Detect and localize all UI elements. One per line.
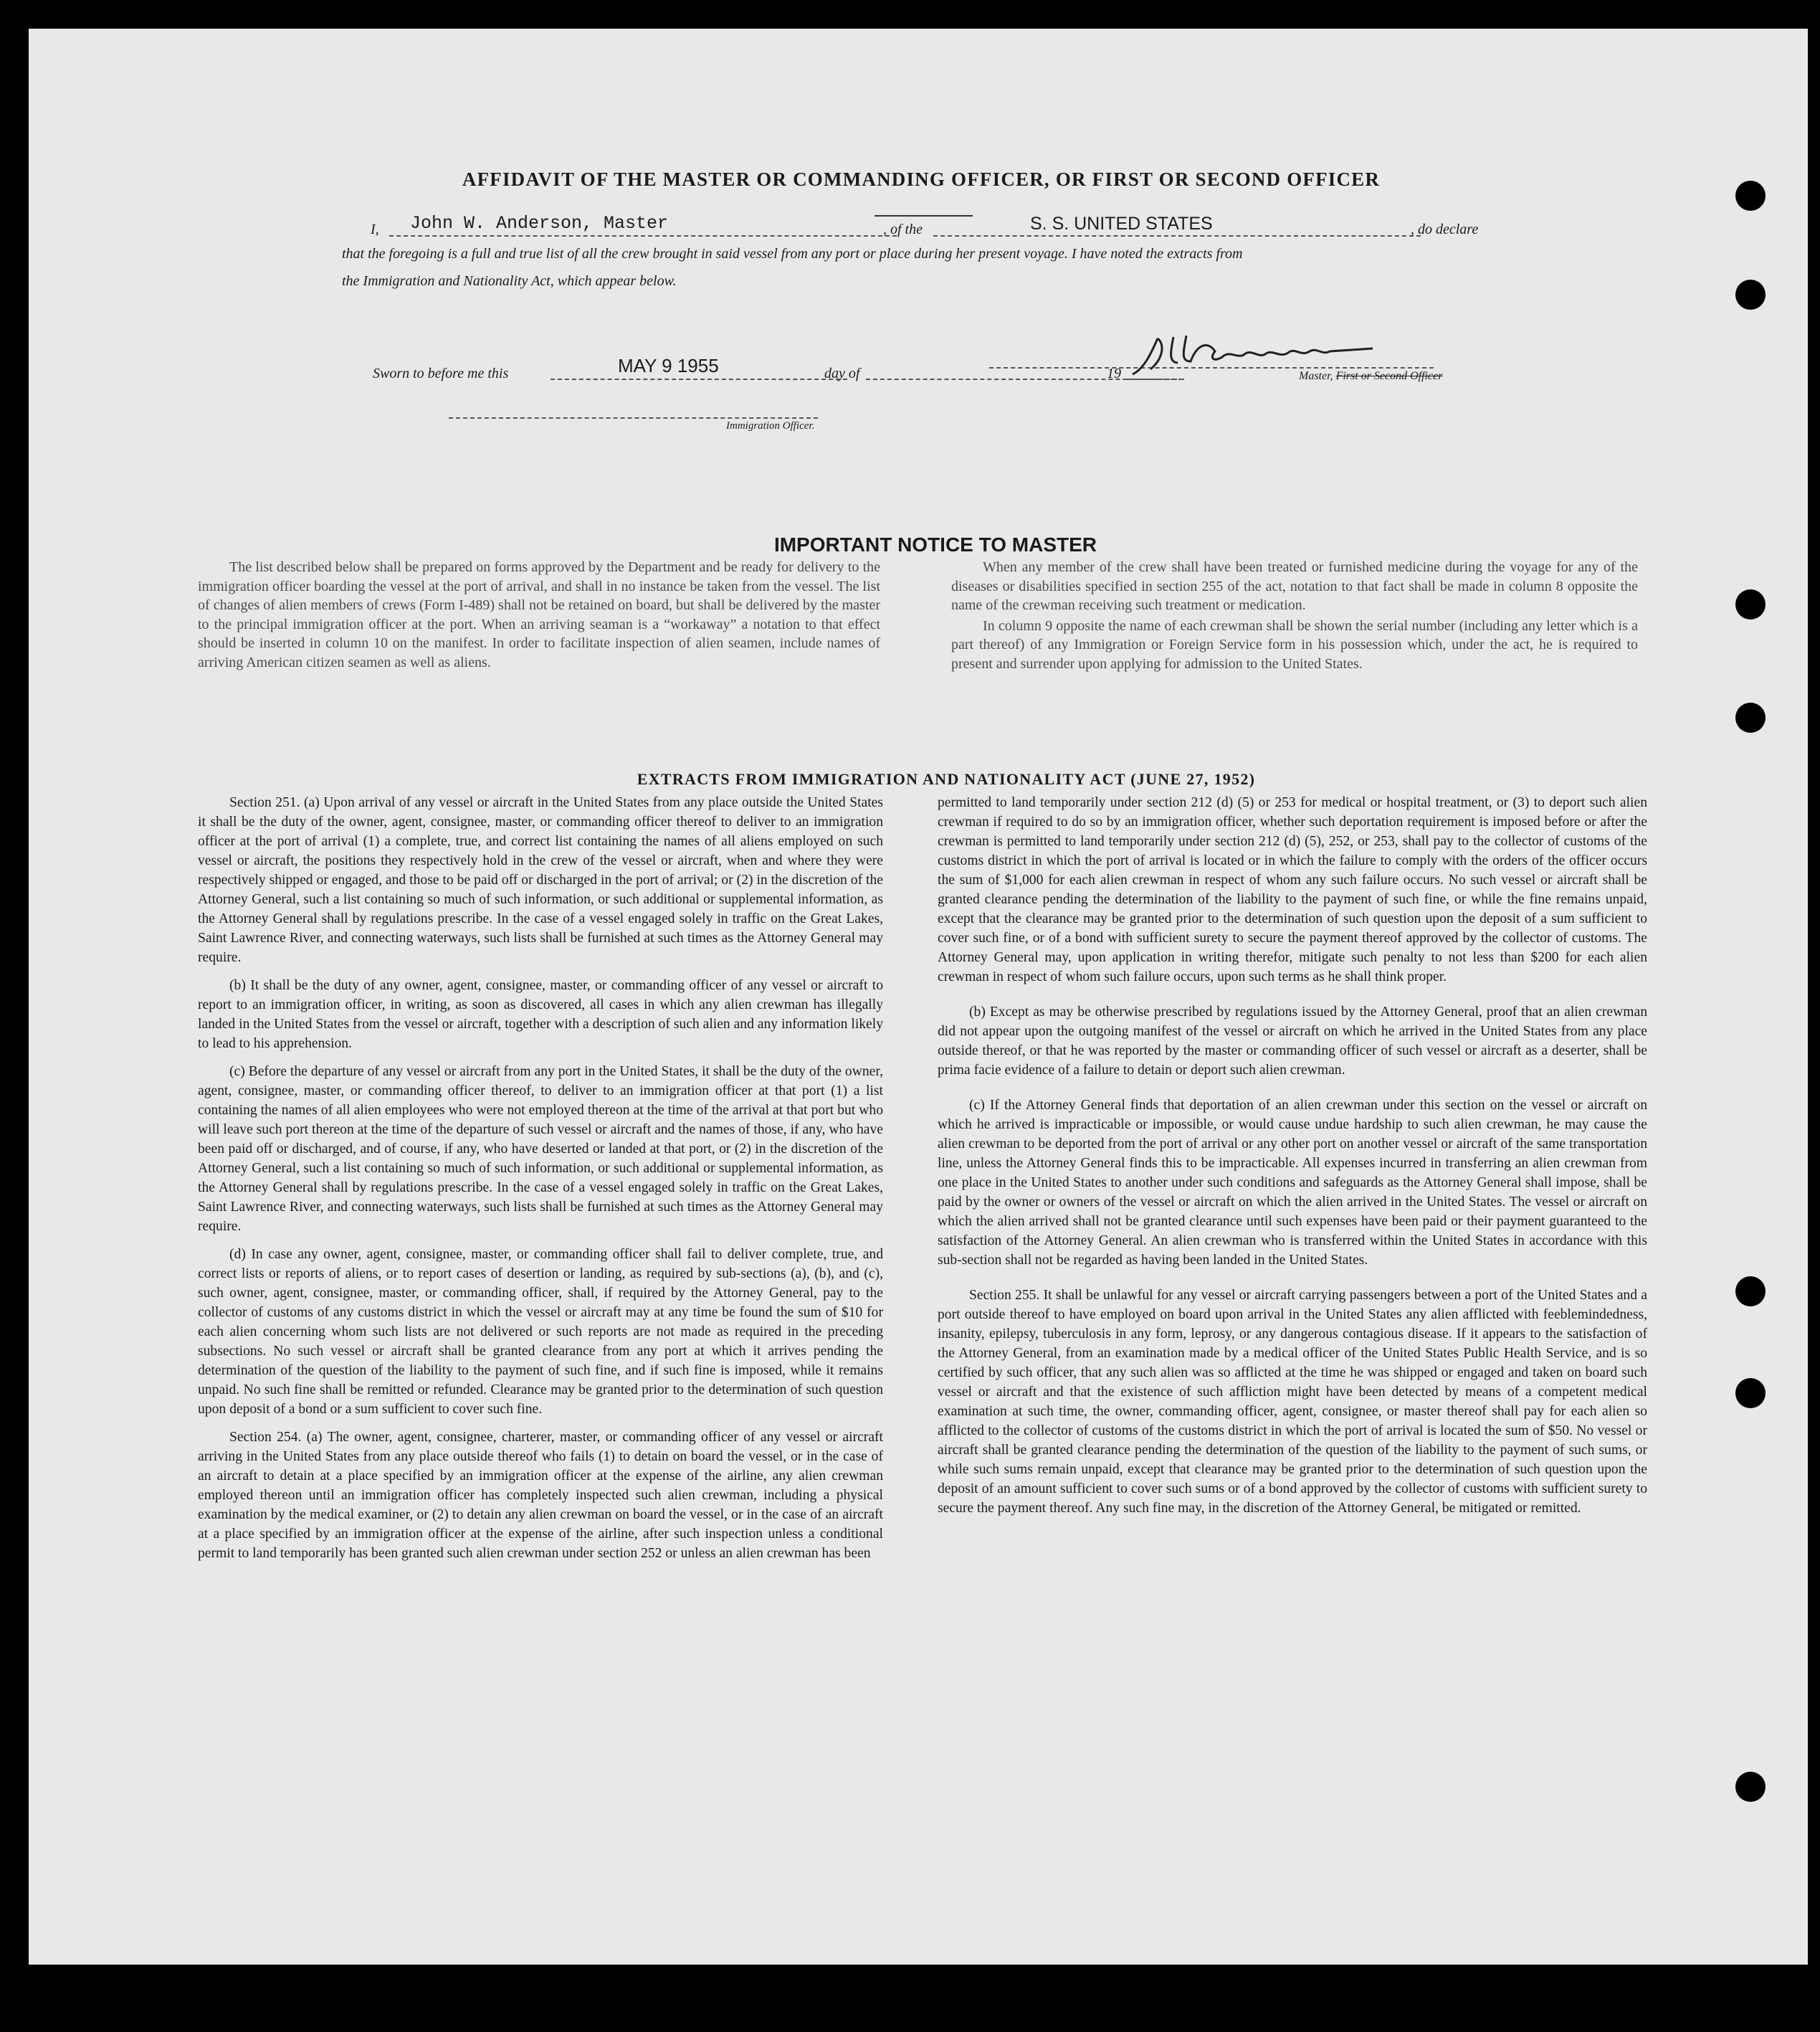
master-name: John W. Anderson, Master [410, 213, 669, 234]
immigration-officer-line [449, 409, 818, 419]
section-251d: (d) In case any owner, agent, consignee, master, or commanding officer shall fail to deliver complete, true, and correct lists or reports of aliens, or to report cases of desertion or landing, as required by sub-sections (a), (b), and (c), such owner, agent, consignee, master, or commanding officer, shall, if required by the Attorney General, pay to the collector of customs of any customs district in which the vessel or aircraft may at any time be found the sum of $10 for each alien concerning whom such lists are not delivered or such reports are not made as required in the preceding subsections. No such vessel or aircraft shall be granted clearance from any port at which it arrives pending the determination of the question of the liability to the payment of such fine, and if such fine is imposed, while it remains unpaid. No such fine shall be remitted or refunded. Clearance may be granted prior to the determination of such question upon deposit of a bond or a sum sufficient to cover such fine. [198, 1247, 883, 1417]
notice-right-paragraph-2: In column 9 opposite the name of each crewman shall be shown the serial number (including any letter which is a part thereof) of any Immigration or Foreign Service form in his possession which, under the act, he is required to present and surrender upon applying for admission to the United States. [951, 617, 1638, 672]
punch-hole [1735, 703, 1766, 733]
section-254a-continued: permitted to land temporarily under section 212 (d) (5) or 253 for medical or hospital treatment, or (3) to deport such alien crewman if required to do so by an immigration officer, whether such deportation requirement is imposed before or after the crewman is permitted to land temporarily under section 212 (d) (5), 252, or 253, shall pay to the collector of customs of the customs district in which the port of arrival is located or in which the failure to comply with the orders of the officer occurs the sum of $1,000 for each alien crewman in respect of whom any such failure occurs. No such vessel or aircraft shall be granted clearance pending the determination of the liability to the payment of such fine, or while the fine remains unpaid, except that the clearance may be granted prior to the determination of such question upon the deposit of a sum sufficient to cover such fine, or of a bond with sufficient surety to secure the payment thereof approved by the collector of customs. The Attorney General may, upon application in writing therefor, mitigate such penalty to not less than $200 for each alien crewman in respect of whom such failure occurs, upon such terms as he shall think proper. [938, 795, 1647, 984]
notice-right-column [951, 558, 1638, 675]
section-251b: (b) It shall be the duty of any owner, agent, consignee, master, or commanding officer of any vessel or aircraft to report to an immigration officer, in writing, as soon as discovered, all cases in which any alien crewman has illegally landed in the United States from the vessel or aircraft, together with a description of such alien and any information likely to lead to his apprehension. [198, 978, 883, 1051]
of-the-label: , of the [883, 222, 923, 237]
sworn-label: Sworn to before me this [373, 366, 509, 381]
section-254c: (c) If the Attorney General finds that deportation of an alien crewman under this section on the vessel or aircraft on which he arrived is impracticable or impossible, or would cause undue hardship to such alien crewman, he may cause the alien crewman to be deported from the port of arrival or any other port on another vessel or aircraft of the same transportation line, unless the Attorney General finds this to be impracticable. All expenses incurred in transferring an alien crewman from one place in the United States to another under such conditions and safeguards as the Attorney General shall impose, shall be paid by the owner or owners of the vessel or aircraft on which the alien arrived in the United States. The vessel or aircraft on which the alien arrived shall not be granted clearance until such expenses have been paid or their payment guaranteed to the satisfaction of the Attorney General. An alien crewman who is transferred within the United States in accordance with this sub-section shall not be regarded as having been landed in the United States. [938, 1098, 1647, 1268]
section-251c: (c) Before the departure of any vessel or aircraft from any port in the United States, it shall be the duty of the owner, agent, consignee, master, or commanding officer thereof, to deliver to an immigration officer at that port (1) a list containing the names of all alien employees who were not employed thereon at the time of the arrival at that port but who will leave such port thereon at the time of the departure of such vessel or aircraft and the names of those, if any, who have been paid off or discharged, and of course, if any, who have deserted or landed at that port, or (2) in the discretion of the Attorney General, such a list containing so much of such information, or such additional or supplemental information, as the Attorney General shall by regulations prescribe. In the case of a vessel engaged solely in traffic on the Great Lakes, Saint Lawrence River, and connecting waterways, such lists shall be furnished at such times as the Attorney General may require. [198, 1064, 883, 1234]
declaration-line-1: that the foregoing is a full and true list of all the crew brought in said vessel from any port or place during her present voyage. I have noted the extracts from [342, 246, 1243, 262]
punch-hole [1735, 1378, 1766, 1408]
extracts-left-column [198, 793, 883, 1572]
sworn-date: MAY 9 1955 [618, 355, 719, 376]
punch-hole [1735, 589, 1766, 619]
do-declare-label: , do declare [1411, 222, 1479, 237]
vessel-name: S. S. UNITED STATES [1030, 214, 1213, 234]
signer-title-struck: First or Second Officer [1335, 370, 1443, 382]
punch-hole [1735, 1276, 1766, 1306]
notice-left-column [198, 558, 880, 673]
year-prefix: 19 [1107, 366, 1121, 381]
document-page [29, 29, 1808, 1965]
section-254a: Section 254. (a) The owner, agent, consignee, charterer, master, or commanding officer of any vessel or aircraft arriving in the United States from any place outside thereof who fails (1) to detain on board the vessel, or in the case of an aircraft to detain at a place specified by an immigration officer at the expense of the airline, any alien crewman employed thereon until an immigration officer has completely inspected such alien crewman, including a physical examination by the medical examiner, or (2) to detain any alien crewman on board the vessel, or in the case of an aircraft at a place specified by an immigration officer at the expense of the airline, after such inspection unless a conditional permit to land temporarily has been granted such alien crewman under section 252 or unless an alien crewman has been [198, 1430, 883, 1561]
declaration-line-2: the Immigration and Nationality Act, which appear below. [342, 273, 677, 289]
signer-title [1299, 370, 1442, 383]
year-line [1125, 360, 1183, 380]
notice-right-paragraph-1: When any member of the crew shall have been treated or furnished medicine during the voyage for any of the diseases or disabilities specified in section 255 of the act, notation to that fact shall be made in column 8 opposite the name of the crewman receiving such treatment or medication. [951, 559, 1638, 613]
signer-title-prefix: Master, [1299, 370, 1333, 382]
extracts-right-column [938, 793, 1647, 1527]
i-label: I, [371, 222, 379, 237]
section-254b: (b) Except as may be otherwise prescribed by regulations issued by the Attorney General, proof that an alien crewman did not appear upon the outgoing manifest of the vessel or aircraft on which he arrived in the United States from any place outside thereof, or that he was reported by the master or commanding officer of such vessel or aircraft as a deserter, shall be prima facie evidence of a failure to detain or deport such alien crewman. [938, 1005, 1647, 1078]
extracts-title: EXTRACTS FROM IMMIGRATION AND NATIONALITY ACT (JUNE 27, 1952) [637, 770, 1256, 788]
punch-hole [1735, 1772, 1766, 1802]
section-251a: Section 251. (a) Upon arrival of any vessel or aircraft in the United States from any place outside the United States it shall be the duty of the owner, agent, consignee, master, or commanding officer thereof to deliver to an immigration officer at the port of arrival (1) a complete, true, and correct list containing the names of all aliens employed on such vessel or aircraft, the positions they respectively hold in the crew of the vessel or aircraft, when and where they were respectively shipped or engaged, and those to be paid off or discharged in the port of arrival; or (2) in the discretion of the Attorney General, such a list containing so much of such information, or such additional or supplemental information, as the Attorney General shall by regulations prescribe. In the case of a vessel engaged solely in traffic on the Great Lakes, Saint Lawrence River, and connecting waterways, such lists shall be furnished at such times as the Attorney General may require. [198, 795, 883, 965]
notice-title: IMPORTANT NOTICE TO MASTER [773, 533, 1097, 556]
immigration-officer-label: Immigration Officer. [726, 420, 815, 432]
affidavit-title: AFFIDAVIT OF THE MASTER OR COMMANDING OFFICER, OR FIRST OR SECOND OFFICER [462, 168, 1381, 190]
day-of-label: day of [824, 366, 860, 381]
section-255: Section 255. It shall be unlawful for any vessel or aircraft carrying passengers between a port of the United States and a port outside thereof to have employed on board upon arrival in the United States any alien afflicted with feeblemindedness, insanity, epilepsy, tuberculosis in any form, leprosy, or any dangerous contagious disease. If it appears to the satisfaction of the Attorney General, from an examination made by a medical officer of the United States Public Health Service, and is so certified by such officer, that any such alien was so afflicted at the time he was shipped or engaged and taken on board such vessel or aircraft and that the existence of such affliction might have been detected by means of a competent medical examination at such time, the owner, commanding officer, agent, consignee, or master thereof shall pay for each alien so afflicted to the collector of customs of the customs district in which the port of arrival is located the sum of $50. No vessel or aircraft shall be granted clearance pending the determination of the question of the liability to the payment of such sums, or while such sums remain unpaid, except that clearance may be granted prior to the determination of such question upon the deposit of an amount sufficient to cover such sums or of a bond approved by the collector of customs with sufficient surety to secure the payment thereof. Any such fine may, in the discretion of the Attorney General, be mitigated or remitted. [938, 1288, 1647, 1516]
notice-left-paragraph: The list described below shall be prepared on forms approved by the Department and be ready for delivery to the immigration officer boarding the vessel at the port of arrival, and shall in no instance be taken from the vessel. The list of changes of alien members of crews (Form I-489) shall not be retained on board, but shall be delivered by the master to the principal immigration officer at the port. When an arriving seaman is a “workaway” a notation to that effect should be inserted in column 10 on the manifest. In order to facilitate inspection of alien seamen, include names of arriving American citizen seamen as well as aliens. [198, 559, 880, 670]
punch-hole [1735, 280, 1766, 310]
